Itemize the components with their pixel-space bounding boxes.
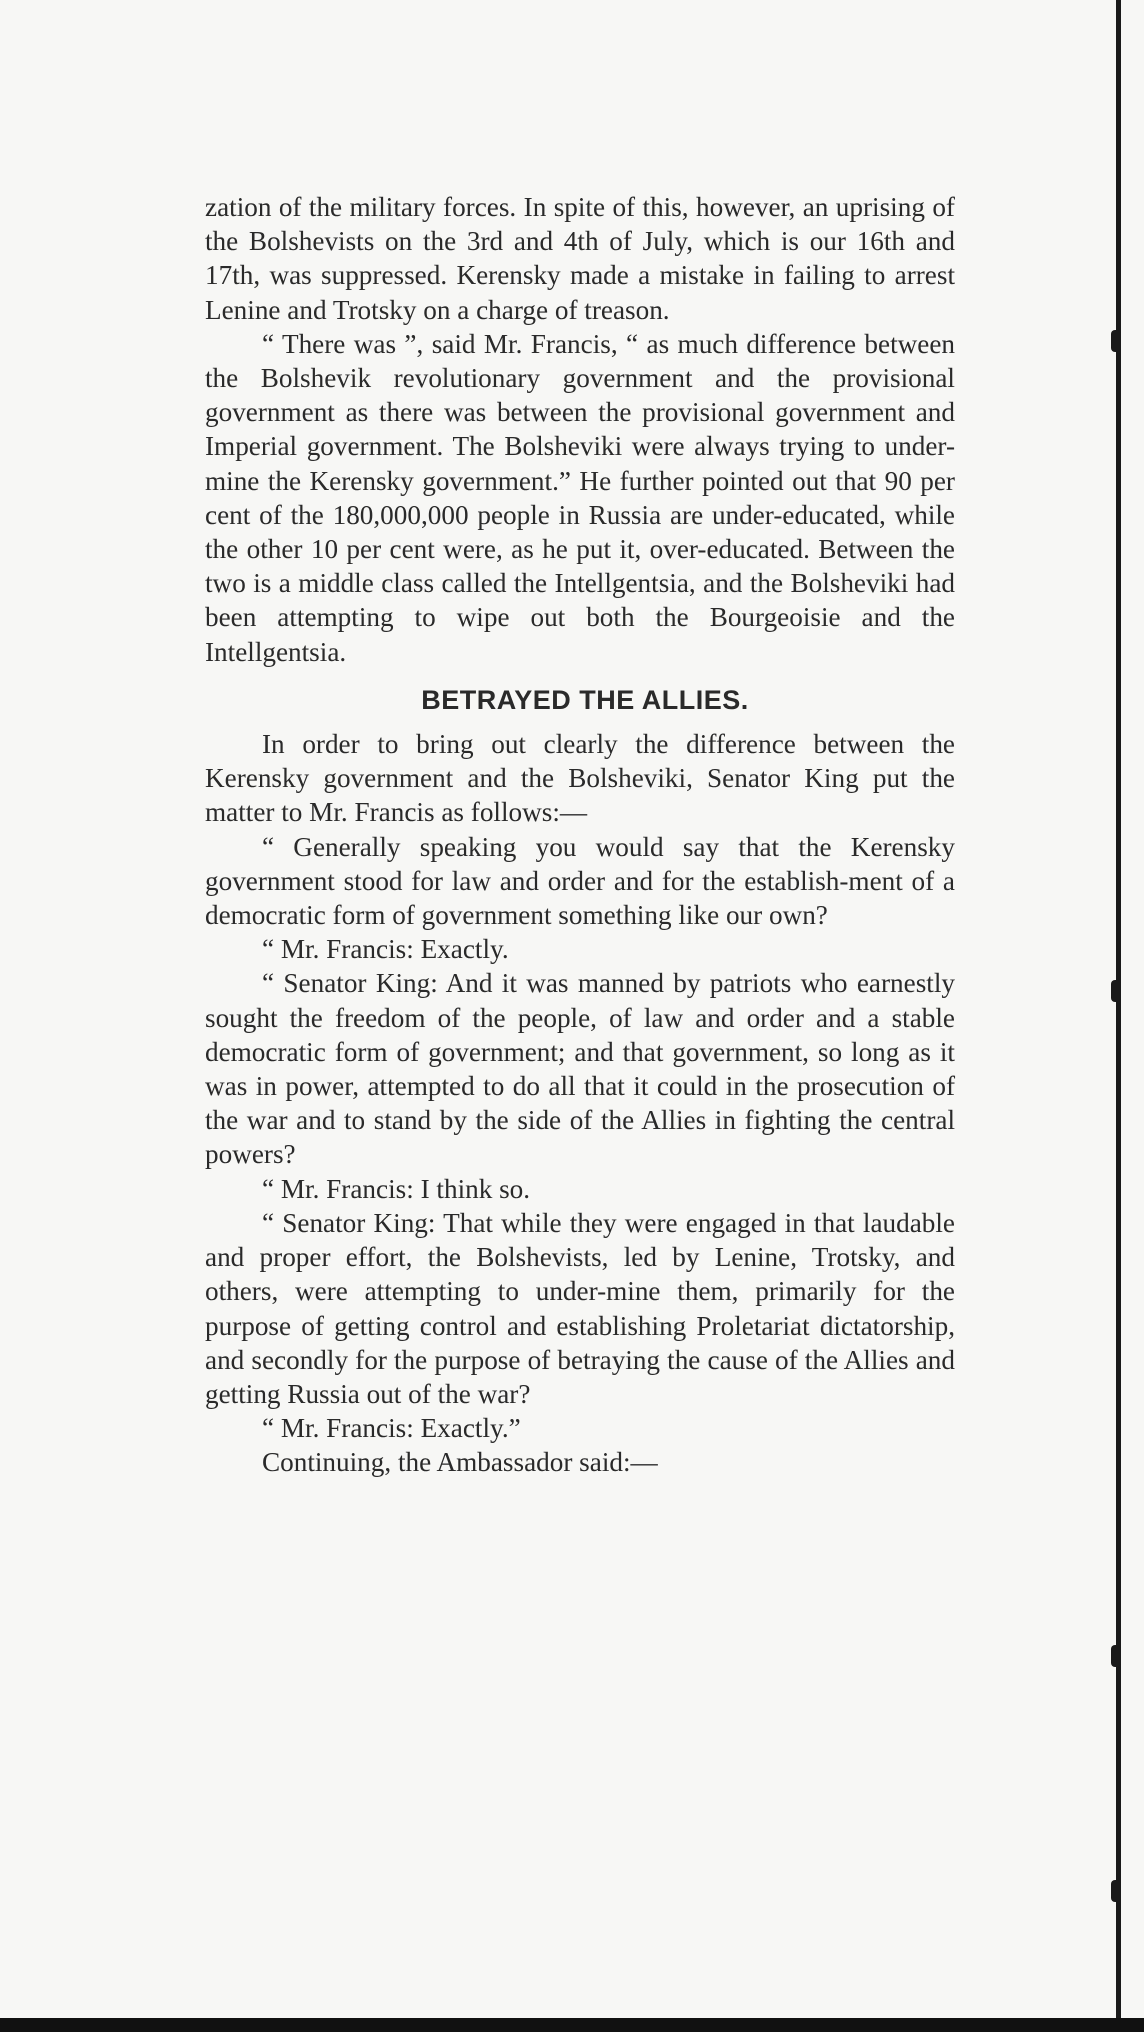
- paragraph: “ Generally speaking you would say that the Kerensky government stood for law and order and for the establish-ment of a democratic form of government something like our own?: [205, 831, 955, 931]
- paragraph: zation of the military forces. In spite of this, however, an uprising of the Bolshevists on the 3rd and 4th of July, which is our 16th and 17th, was suppressed. Kerensky made a mistake in failing to arrest Lenine and Trotsky on a charge of treason.: [205, 192, 955, 325]
- body-text: [205, 190, 955, 1480]
- paragraph: “ Senator King: That while they were engaged in that laudable and proper effort, the Bolshevists, led by Lenine, Trotsky, and others, were attempting to under-mine them, primarily for the purpose of getting control and establishing Proletariat dictatorship, and secondly for the purpose of betraying the cause of the Allies and getting Russia out of the war?: [205, 1207, 955, 1409]
- paragraph: “ Mr. Francis: Exactly.: [262, 934, 509, 965]
- section-heading: BETRAYED THE ALLIES.: [421, 684, 749, 715]
- paragraph: “ Mr. Francis: I think so.: [262, 1173, 531, 1204]
- paragraph: “ There was ”, said Mr. Francis, “ as much difference between the Bolshevik revolutionary government and the provisional government as there was between the provisional government and Imperial government. The Bolsheviki were always trying to under-mine the Kerensky government.” He further pointed out that 90 per cent of the 180,000,000 people in Russia are under-educated, while the other 10 per cent were, as he put it, over-educated. Between the two is a middle class called the Intellgentsia, and the Bolsheviki had been attempting to wipe out both the Bourgeoisie and the Intellgentsia.: [205, 328, 955, 667]
- binding-mark: [1111, 980, 1121, 1002]
- paragraph: “ Senator King: And it was manned by patriots who earnestly sought the freedom of the people, of law and order and a stable democratic form of government; and that government, so long as it was in power, attempted to do all that it could in the prosecution of the war and to stand by the side of the Allies in fighting the central powers?: [205, 968, 955, 1170]
- binding-mark: [1111, 1645, 1121, 1667]
- binding-mark: [1111, 330, 1121, 352]
- paragraph: Continuing, the Ambassador said:—: [262, 1447, 658, 1478]
- page-bottom-edge: [0, 2018, 1144, 2032]
- paragraph: “ Mr. Francis: Exactly.”: [262, 1413, 521, 1444]
- page-edge-shadow: [1116, 0, 1121, 2032]
- paragraph: In order to bring out clearly the difference between the Kerensky government and the Bolsheviki, Senator King put the matter to Mr. Francis as follows:—: [205, 729, 955, 828]
- binding-mark: [1111, 1880, 1121, 1902]
